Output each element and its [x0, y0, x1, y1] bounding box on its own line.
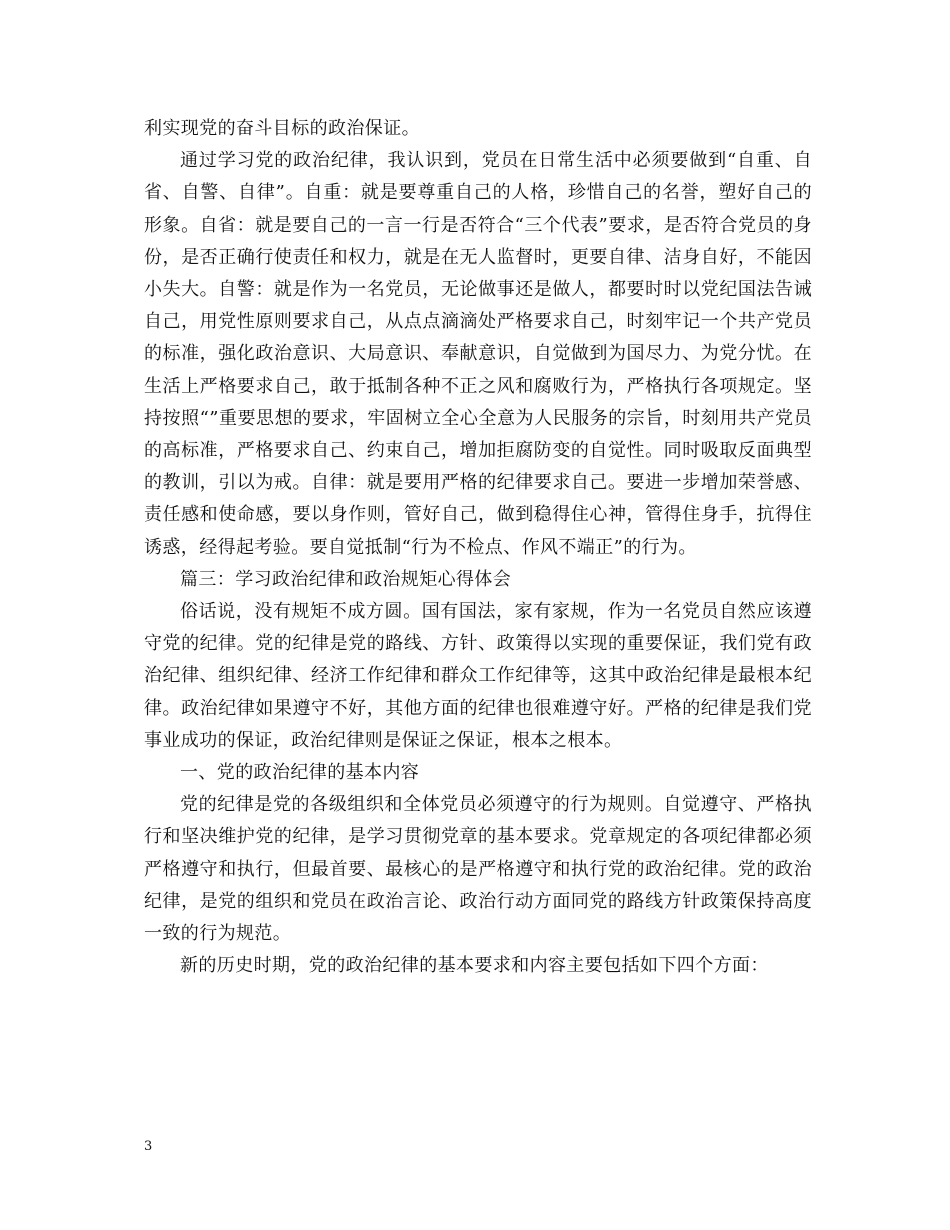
paragraph: 利实现党的奋斗目标的政治保证。 — [144, 118, 420, 139]
paragraph: 新的历史时期，党的政治纪律的基本要求和内容主要包括如下四个方面： — [180, 955, 769, 977]
paragraph: 通过学习党的政治纪律，我认识到，党员在日常生活中必须要做到“自重、自省、自警、自律”。自重：就是要尊重自己的人格，珍惜自己的名誉，塑好自己的形象。自省：就是要自己的一言一行是否符合“三个代表”要求，是否符合党员的身份，是否正确行使责任和权力，就是在无人监督时，更要自律、洁身自好，不能因小失大。自警：就是作为一名党员，无论做事还是做人，都要时时以党纪国法告诫自己，用党性原则要求自己，从点点滴滴处严格要求自己，时刻牢记一个共产党员的标准，强化政治意识、大局意识、奉献意识，自觉做到为国尽力、为党分忧。在生活上严格要求自己，敢于抵制各种不正之风和腐败行为，严格执行各项规定。坚持按照“”重要思想的要求，牢固树立全心全意为人民服务的宗旨，时刻用共产党员的高标准，严格要求自己、约束自己，增加拒腐防变的自觉性。同时吸取反面典型的教训，引以为戒。自律：就是要用严格的纪律要求自己。要进一步增加荣誉感、责任感和使命感，要以身作则，管好自己，做到稳得住心神，管得住身手，抗得住诱惑，经得起考验。要自觉抵制“行为不检点、作风不端正”的行为。 — [144, 150, 812, 558]
page-number: 3 — [144, 1139, 153, 1154]
document-body — [144, 113, 812, 982]
section-heading: 篇三：学习政治纪律和政治规矩心得体会 — [180, 568, 512, 590]
paragraph: 俗话说，没有规矩不成方圆。国有国法，家有家规，作为一名党员自然应该遵守党的纪律。党的纪律是党的路线、方针、政策得以实现的重要保证，我们党有政治纪律、组织纪律、经济工作纪律和群众工作纪律等，这其中政治纪律是最根本纪律。政治纪律如果遵守不好，其他方面的纪律也很难遵守好。严格的纪律是我们党事业成功的保证，政治纪律则是保证之保证，根本之根本。 — [144, 601, 812, 751]
paragraph: 党的纪律是党的各级组织和全体党员必须遵守的行为规则。自觉遵守、严格执行和坚决维护党的纪律，是学习贯彻党章的基本要求。党章规定的各项纪律都必须严格遵守和执行，但最首要、最核心的是严格遵守和执行党的政治纪律。党的政治纪律，是党的组织和党员在政治言论、政治行动方面同党的路线方针政策保持高度一致的行为规范。 — [144, 794, 812, 945]
subsection-heading: 一、党的政治纪律的基本内容 — [180, 762, 420, 784]
